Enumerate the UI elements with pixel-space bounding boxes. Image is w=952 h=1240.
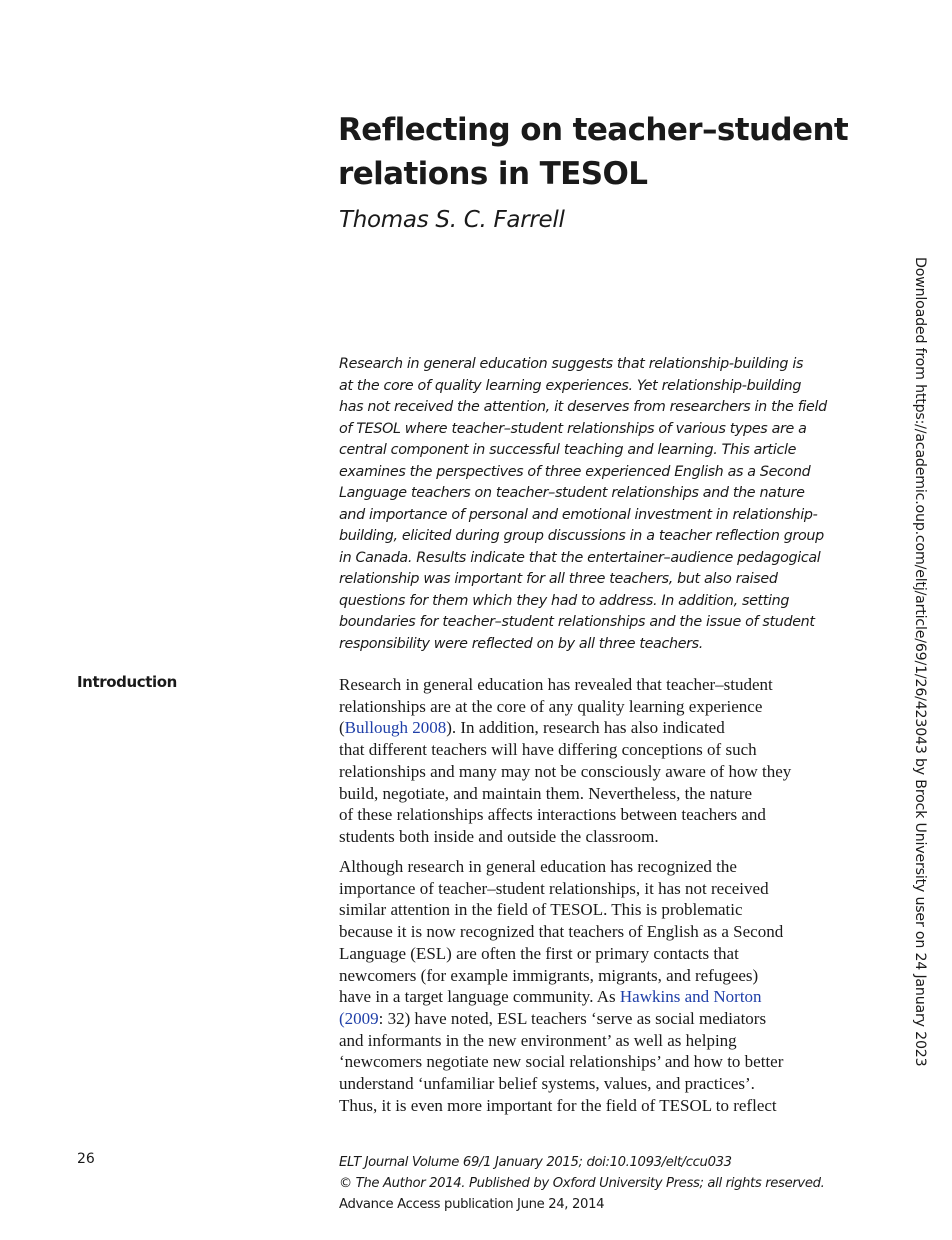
author-name: Thomas S. C. Farrell [339,207,565,233]
paragraph-line: because it is now recognized that teachers of English as a Second [339,922,784,942]
abstract-line: Research in general education suggests that relationship-building is [339,356,804,372]
paragraph-text: have in a target language community. As [339,987,620,1007]
abstract-line: boundaries for teacher–student relationships and the issue of student [339,614,815,630]
paragraph-line [339,717,869,739]
paragraph-line: similar attention in the field of TESOL. This is problematic [339,900,743,920]
paragraph-line [339,986,869,1008]
intro-paragraph-1 [339,674,869,848]
abstract-line: has not received the attention, it deserves from researchers in the field [339,399,827,415]
abstract-line: building, elicited during group discussions in a teacher reflection group [339,528,824,544]
copyright-notice: © The Author 2014. Published by Oxford University Press; all rights reserved. [339,1176,825,1191]
abstract-line: examines the perspectives of three experienced English as a Second [339,463,811,480]
abstract-line: at the core of quality learning experiences. Yet relationship-building [339,377,802,394]
paragraph-line [339,1008,869,1030]
abstract [339,354,859,655]
paragraph-line: build, negotiate, and maintain them. Nevertheless, the nature [339,783,753,803]
paragraph-line: that different teachers will have differing conceptions of such [339,740,757,760]
abstract-line: responsibility were reflected on by all three teachers. [339,635,703,652]
paragraph-line: ‘newcomers negotiate new social relationships’ and how to better [339,1052,784,1072]
page-number: 26 [77,1151,95,1167]
advance-access-note: Advance Access publication June 24, 2014 [339,1197,605,1212]
abstract-line: Language teachers on teacher–student relationships and the nature [339,485,805,501]
paragraph-line: newcomers (for example immigrants, migrants, and refugees) [339,965,759,985]
paragraph-line: relationships and many may not be consciously aware of how they [339,761,792,781]
abstract-line: in Canada. Results indicate that the entertainer–audience pedagogical [339,549,821,566]
paragraph-line: students both inside and outside the classroom. [339,826,659,846]
paragraph-line: Language (ESL) are often the first or primary contacts that [339,943,739,963]
abstract-line: of TESOL where teacher–student relationships of various types are a [339,420,807,437]
abstract-line: central component in successful teaching and learning. This article [339,442,797,458]
intro-paragraph-2 [339,856,869,1116]
title-line: relations in TESOL [338,156,648,192]
paragraph-line: Although research in general education has recognized the [339,857,737,876]
paragraph-line: importance of teacher–student relationships, it has not received [339,878,769,898]
citation-link-bullough-2008[interactable]: Bullough 2008 [344,718,447,738]
paragraph-line: and informants in the new environment’ as well as helping [339,1030,737,1050]
title-line: Reflecting on teacher–student [338,112,849,148]
download-watermark: Downloaded from https://academic.oup.com/eltj/article/69/1/26/423043 by Brock University user on 24 January 2023 [912,257,928,1067]
abstract-line: questions for them which they had to address. In addition, setting [339,592,790,609]
journal-citation: ELT Journal Volume 69/1 January 2015; doi:10.1093/elt/ccu033 [339,1155,732,1170]
article-title [338,108,878,196]
abstract-line: relationship was important for all three teachers, but also raised [339,571,778,587]
paragraph-text: : 32) have noted, ESL teachers ‘serve as social mediators [378,1008,767,1028]
paragraph-line: relationships are at the core of any quality learning experience [339,696,763,716]
citation-link-hawkins-norton[interactable]: Hawkins and Norton [619,987,762,1007]
paragraph-text: ). In addition, research has also indicated [446,718,725,738]
paragraph-line: understand ‘unfamiliar belief systems, values, and practices’. [339,1074,755,1094]
section-heading-introduction: Introduction [77,673,177,691]
paragraph-line: of these relationships affects interactions between teachers and [339,805,766,825]
paragraph-line: Thus, it is even more important for the field of TESOL to reflect [339,1095,777,1115]
citation-link-year-2009[interactable]: (2009 [339,1008,379,1028]
abstract-line: and importance of personal and emotional investment in relationship- [339,506,818,523]
paragraph-line: Research in general education has revealed that teacher–student [339,675,773,694]
paren-open: ( [339,718,345,738]
journal-footer [339,1152,859,1215]
